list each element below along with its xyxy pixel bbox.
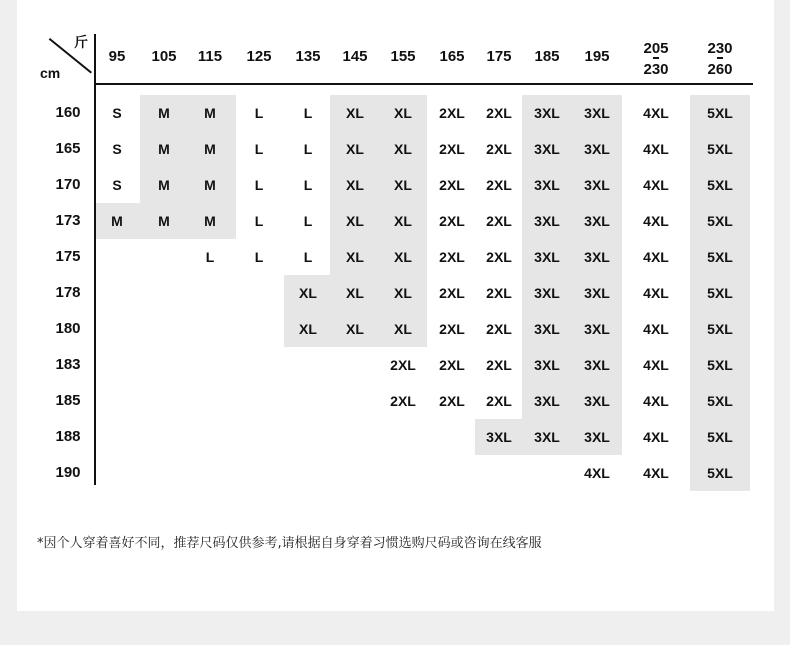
size-cell: M: [204, 177, 216, 193]
size-cell: M: [204, 213, 216, 229]
size-cell: 2XL: [486, 177, 512, 193]
height-label: 173: [55, 212, 81, 229]
size-cell: XL: [394, 285, 412, 301]
height-label: 180: [55, 320, 81, 337]
size-cell: M: [111, 213, 123, 229]
size-cell: 3XL: [584, 429, 610, 445]
size-cell: XL: [346, 321, 364, 337]
size-cell: M: [158, 141, 170, 157]
size-cell: 2XL: [439, 177, 465, 193]
size-cell: 5XL: [707, 429, 733, 445]
size-cell: XL: [394, 177, 412, 193]
size-note: *因个人穿着喜好不同，推荐尺码仅供参考,请根据自身穿着习惯选购尺码或咨询在线客服: [37, 536, 542, 551]
size-cell: 4XL: [643, 249, 669, 265]
size-cell: 2XL: [439, 213, 465, 229]
size-cell: 2XL: [390, 393, 416, 409]
size-cell: XL: [394, 141, 412, 157]
size-cell: L: [205, 249, 215, 265]
size-cell: 2XL: [486, 357, 512, 373]
height-label: 188: [55, 428, 81, 445]
size-cell: XL: [346, 141, 364, 157]
size-cell: S: [112, 177, 122, 193]
size-cell: L: [303, 213, 313, 229]
size-cell: XL: [394, 105, 412, 121]
height-label: 170: [55, 176, 81, 193]
size-cell: 3XL: [534, 321, 560, 337]
size-cell: 3XL: [584, 321, 610, 337]
height-label: 160: [55, 104, 81, 121]
size-cell: 2XL: [439, 249, 465, 265]
size-cell: 4XL: [643, 177, 669, 193]
size-cell: 3XL: [534, 249, 560, 265]
size-cell: 3XL: [584, 213, 610, 229]
height-label: 183: [55, 356, 81, 373]
weight-header: 175: [486, 48, 512, 65]
size-cell: M: [158, 177, 170, 193]
size-cell: 3XL: [534, 357, 560, 373]
size-cell: 3XL: [534, 393, 560, 409]
weight-header: [696, 38, 744, 80]
size-cell: 2XL: [486, 321, 512, 337]
size-cell: 5XL: [707, 105, 733, 121]
size-cell: L: [254, 141, 264, 157]
weight-header: [632, 38, 680, 80]
size-cell: 2XL: [439, 285, 465, 301]
size-cell: 4XL: [643, 105, 669, 121]
size-cell: 3XL: [584, 393, 610, 409]
weight-header-top: 230: [707, 40, 733, 57]
size-cell: XL: [394, 213, 412, 229]
size-cell: 5XL: [707, 465, 733, 481]
size-cell: 4XL: [584, 465, 610, 481]
size-cell: XL: [299, 321, 317, 337]
weight-header: 115: [197, 48, 223, 65]
weight-header: 145: [342, 48, 368, 65]
size-cell: 3XL: [486, 429, 512, 445]
size-cell: 5XL: [707, 141, 733, 157]
size-cell: 5XL: [707, 393, 733, 409]
size-cell: L: [254, 249, 264, 265]
size-cell: L: [303, 177, 313, 193]
size-cell: 3XL: [534, 177, 560, 193]
size-cell: 3XL: [534, 213, 560, 229]
height-label: 178: [55, 284, 81, 301]
size-cell: 3XL: [584, 105, 610, 121]
height-label: 165: [55, 140, 81, 157]
size-cell: XL: [346, 177, 364, 193]
size-cell: XL: [346, 285, 364, 301]
size-cell: 2XL: [439, 105, 465, 121]
size-cell: 4XL: [643, 285, 669, 301]
size-cell: 2XL: [439, 393, 465, 409]
size-cell: 2XL: [486, 213, 512, 229]
height-unit-label: cm: [40, 65, 61, 81]
height-label: 175: [55, 248, 81, 265]
weight-header-bottom: 230: [643, 61, 669, 78]
size-cell: 2XL: [486, 393, 512, 409]
size-cell: M: [158, 213, 170, 229]
size-cell: 4XL: [643, 141, 669, 157]
size-cell: 4XL: [643, 393, 669, 409]
size-cell: 2XL: [486, 105, 512, 121]
weight-header: 125: [246, 48, 272, 65]
size-cell: 3XL: [584, 249, 610, 265]
size-cell: XL: [346, 213, 364, 229]
weight-header: 105: [151, 48, 177, 65]
weight-unit-label: 斤: [74, 34, 88, 50]
height-label: 185: [55, 392, 81, 409]
size-cell: 3XL: [584, 357, 610, 373]
size-cell: 3XL: [584, 285, 610, 301]
size-cell: L: [303, 141, 313, 157]
size-cell: L: [254, 213, 264, 229]
size-cell: 5XL: [707, 285, 733, 301]
size-cell: 4XL: [643, 213, 669, 229]
size-cell: L: [303, 249, 313, 265]
size-cell: 3XL: [534, 141, 560, 157]
size-cell: 4XL: [643, 429, 669, 445]
size-cell: L: [254, 177, 264, 193]
size-cell: XL: [346, 105, 364, 121]
size-cell: M: [158, 105, 170, 121]
size-cell: 4XL: [643, 357, 669, 373]
size-cell: M: [204, 141, 216, 157]
horizontal-axis-line: [94, 83, 753, 85]
size-cell: 5XL: [707, 177, 733, 193]
size-cell: L: [303, 105, 313, 121]
size-cell: S: [112, 105, 122, 121]
size-cell: M: [204, 105, 216, 121]
size-cell: 2XL: [486, 249, 512, 265]
weight-header: 165: [439, 48, 465, 65]
weight-header: 155: [390, 48, 416, 65]
size-cell: XL: [394, 249, 412, 265]
size-cell: 3XL: [534, 105, 560, 121]
size-cell: 5XL: [707, 249, 733, 265]
weight-header: 135: [295, 48, 321, 65]
size-cell: 3XL: [534, 285, 560, 301]
size-cell: XL: [299, 285, 317, 301]
size-cell: 3XL: [584, 177, 610, 193]
size-cell: 2XL: [439, 321, 465, 337]
size-cell: 2XL: [439, 357, 465, 373]
weight-header: 95: [108, 48, 126, 65]
weight-header: 185: [534, 48, 560, 65]
size-cell: L: [254, 105, 264, 121]
size-cell: XL: [394, 321, 412, 337]
size-cell: 3XL: [584, 141, 610, 157]
size-cell: 3XL: [534, 429, 560, 445]
size-cell: 5XL: [707, 357, 733, 373]
size-cell: 2XL: [486, 141, 512, 157]
size-cell: 4XL: [643, 465, 669, 481]
size-cell: XL: [346, 249, 364, 265]
size-cell: 5XL: [707, 213, 733, 229]
size-cell: 2XL: [439, 141, 465, 157]
height-label: 190: [55, 464, 81, 481]
weight-header-bottom: 260: [707, 61, 733, 78]
size-cell: 4XL: [643, 321, 669, 337]
size-cell: S: [112, 141, 122, 157]
weight-header-top: 205: [643, 40, 669, 57]
size-cell: 2XL: [390, 357, 416, 373]
size-cell: 5XL: [707, 321, 733, 337]
size-cell: 2XL: [486, 285, 512, 301]
weight-header: 195: [584, 48, 610, 65]
